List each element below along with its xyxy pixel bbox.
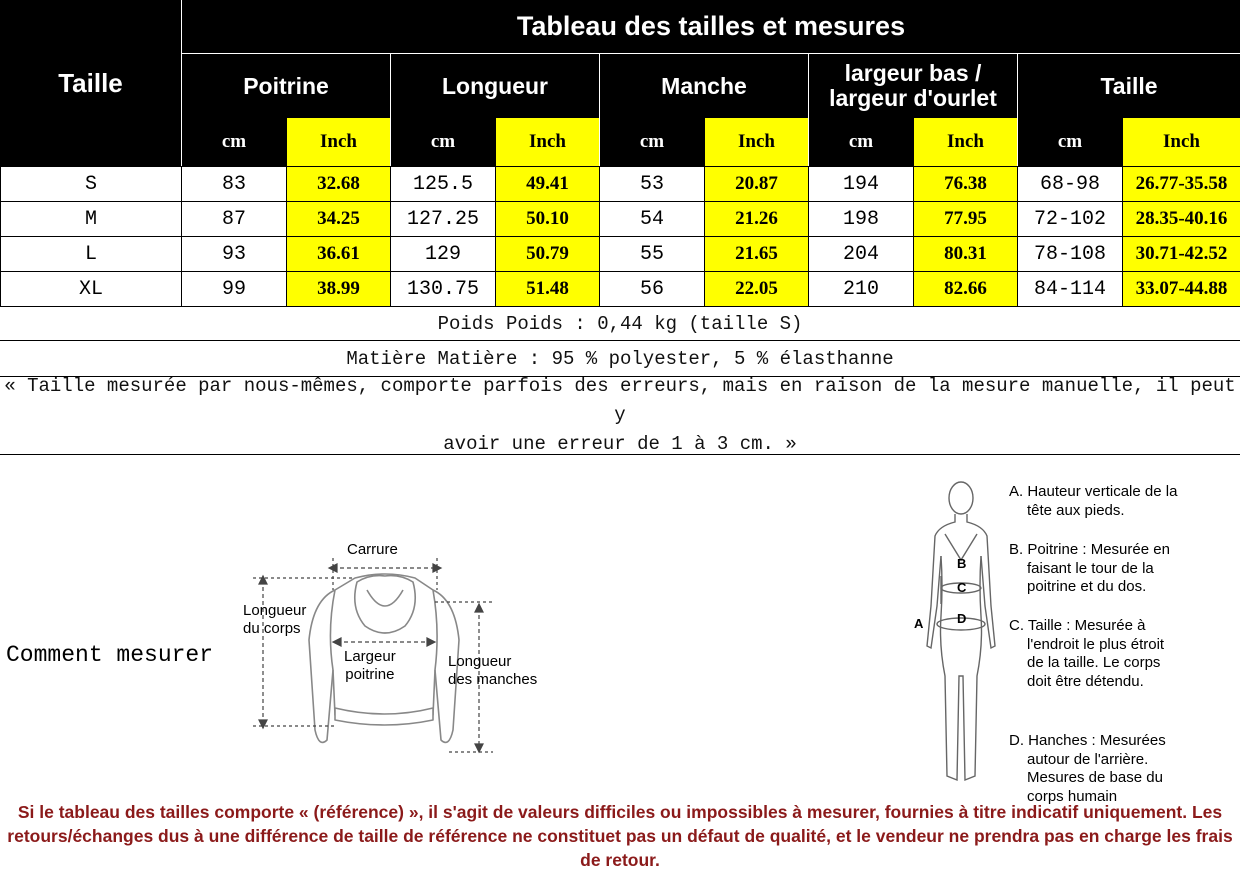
group-header-largeur-bas bbox=[808, 54, 1017, 118]
unit-cm: cm bbox=[390, 118, 495, 166]
value-cell-cm: 56 bbox=[600, 272, 705, 307]
size-cell: L bbox=[1, 237, 182, 272]
definition-d-line1: D. Hanches : Mesurées bbox=[1009, 732, 1166, 751]
value-cell-inch: 38.99 bbox=[287, 272, 391, 307]
value-cell-inch: 34.25 bbox=[287, 202, 391, 237]
value-cell-inch: 21.65 bbox=[705, 237, 809, 272]
definition-d-line4: corps humain bbox=[1009, 788, 1166, 807]
label-chest-width-line2: poitrine bbox=[344, 666, 396, 684]
value-cell-cm: 129 bbox=[391, 237, 496, 272]
value-cell-cm: 130.75 bbox=[391, 272, 496, 307]
label-body-length-line1: Longueur bbox=[243, 602, 306, 620]
value-cell-inch: 20.87 bbox=[705, 167, 809, 202]
label-sleeve-length-line2: des manches bbox=[448, 671, 537, 689]
table-title: Tableau des tailles et mesures bbox=[181, 0, 1240, 54]
garment-illustration bbox=[235, 530, 555, 760]
definition-d-line2: autour de l'arrière. bbox=[1009, 751, 1166, 770]
definition-c-line4: doit être détendu. bbox=[1009, 673, 1164, 692]
disclaimer-line1: Si le tableau des tailles comporte « (référence) », il s'agit de valeurs difficiles ou impossibles à mesurer, fournies à titre indicatif uniquement. Les bbox=[0, 800, 1240, 824]
unit-cm: cm bbox=[1017, 118, 1122, 166]
definition-c-line3: de la taille. Le corps bbox=[1009, 654, 1164, 673]
how-to-measure-label: Comment mesurer bbox=[6, 642, 213, 668]
value-cell-inch: 76.38 bbox=[914, 167, 1018, 202]
body-figure bbox=[905, 476, 1005, 796]
unit-inch: Inch bbox=[913, 118, 1017, 166]
value-cell-cm: 125.5 bbox=[391, 167, 496, 202]
body-marker-a: A bbox=[914, 616, 923, 631]
value-cell-cm: 99 bbox=[182, 272, 287, 307]
definition-d-line3: Mesures de base du bbox=[1009, 769, 1166, 788]
label-chest-width-line1: Largeur bbox=[344, 648, 396, 666]
group-header-poitrine: Poitrine bbox=[181, 54, 390, 118]
material-note: Matière Matière : 95 % polyester, 5 % élasthanne bbox=[0, 341, 1240, 377]
label-chest-width bbox=[344, 648, 396, 684]
weight-note: Poids Poids : 0,44 kg (taille S) bbox=[0, 307, 1240, 341]
size-cell: M bbox=[1, 202, 182, 237]
value-cell-cm: 55 bbox=[600, 237, 705, 272]
definition-a-line1: A. Hauteur verticale de la bbox=[1009, 483, 1177, 502]
value-cell-inch: 22.05 bbox=[705, 272, 809, 307]
definition-b bbox=[1009, 541, 1170, 597]
group-header-largeur-line2: largeur d'ourlet bbox=[829, 86, 997, 111]
value-cell-inch: 32.68 bbox=[287, 167, 391, 202]
value-cell-inch: 49.41 bbox=[496, 167, 600, 202]
definition-c bbox=[1009, 617, 1164, 691]
value-cell-inch: 28.35-40.16 bbox=[1123, 202, 1240, 237]
unit-cm: cm bbox=[808, 118, 913, 166]
table-row bbox=[1, 272, 1240, 307]
group-header-taille: Taille bbox=[1017, 54, 1240, 118]
disclaimer-line2: retours/échanges dus à une différence de taille de référence ne constituet pas un défaut de qualité, et le vendeur ne prendra pas en charge les frais de retour. bbox=[0, 824, 1240, 872]
measurement-note-line2: avoir une erreur de 1 à 3 cm. » bbox=[443, 430, 796, 459]
value-cell-cm: 210 bbox=[809, 272, 914, 307]
unit-cm: cm bbox=[181, 118, 286, 166]
label-sleeve-length bbox=[448, 653, 537, 689]
value-cell-inch: 82.66 bbox=[914, 272, 1018, 307]
table-row bbox=[1, 237, 1240, 272]
unit-inch: Inch bbox=[495, 118, 599, 166]
table-row bbox=[1, 202, 1240, 237]
value-cell-inch: 26.77-35.58 bbox=[1123, 167, 1240, 202]
group-header-largeur-line1: largeur bas / bbox=[845, 61, 982, 86]
value-cell-inch: 21.26 bbox=[705, 202, 809, 237]
value-cell-cm: 194 bbox=[809, 167, 914, 202]
measurement-note bbox=[0, 377, 1240, 455]
definition-a-line2: tête aux pieds. bbox=[1009, 502, 1177, 521]
size-cell: XL bbox=[1, 272, 182, 307]
value-cell-cm: 78-108 bbox=[1018, 237, 1123, 272]
value-cell-inch: 80.31 bbox=[914, 237, 1018, 272]
size-cell: S bbox=[1, 167, 182, 202]
value-cell-cm: 127.25 bbox=[391, 202, 496, 237]
measurement-note-line1: « Taille mesurée par nous-mêmes, comporte parfois des erreurs, mais en raison de la mesure manuelle, il peut y bbox=[0, 372, 1240, 430]
unit-inch: Inch bbox=[1122, 118, 1240, 166]
value-cell-inch: 51.48 bbox=[496, 272, 600, 307]
label-body-length bbox=[243, 602, 306, 638]
label-body-length-line2: du corps bbox=[243, 620, 306, 638]
body-marker-c: C bbox=[957, 580, 966, 595]
value-cell-cm: 84-114 bbox=[1018, 272, 1123, 307]
value-cell-cm: 198 bbox=[809, 202, 914, 237]
value-cell-cm: 53 bbox=[600, 167, 705, 202]
body-marker-b: B bbox=[957, 556, 966, 571]
value-cell-cm: 68-98 bbox=[1018, 167, 1123, 202]
value-cell-cm: 93 bbox=[182, 237, 287, 272]
value-cell-cm: 204 bbox=[809, 237, 914, 272]
definition-b-line3: poitrine et du dos. bbox=[1009, 578, 1170, 597]
group-header-manche: Manche bbox=[599, 54, 808, 118]
group-header-longueur: Longueur bbox=[390, 54, 599, 118]
definition-b-line2: faisant le tour de la bbox=[1009, 560, 1170, 579]
value-cell-inch: 33.07-44.88 bbox=[1123, 272, 1240, 307]
label-sleeve-length-line1: Longueur bbox=[448, 653, 537, 671]
size-header: Taille bbox=[0, 0, 181, 166]
unit-inch: Inch bbox=[286, 118, 390, 166]
body-marker-d: D bbox=[957, 611, 966, 626]
value-cell-inch: 30.71-42.52 bbox=[1123, 237, 1240, 272]
disclaimer bbox=[0, 800, 1240, 872]
value-cell-cm: 72-102 bbox=[1018, 202, 1123, 237]
definition-a bbox=[1009, 483, 1177, 520]
value-cell-cm: 54 bbox=[600, 202, 705, 237]
unit-inch: Inch bbox=[704, 118, 808, 166]
definition-c-line2: l'endroit le plus étroit bbox=[1009, 636, 1164, 655]
value-cell-inch: 77.95 bbox=[914, 202, 1018, 237]
value-cell-cm: 87 bbox=[182, 202, 287, 237]
value-cell-inch: 36.61 bbox=[287, 237, 391, 272]
value-cell-inch: 50.79 bbox=[496, 237, 600, 272]
label-carrure: Carrure bbox=[347, 541, 398, 559]
unit-cm: cm bbox=[599, 118, 704, 166]
definition-d bbox=[1009, 732, 1166, 806]
size-table bbox=[0, 166, 1240, 307]
definition-c-line1: C. Taille : Mesurée à bbox=[1009, 617, 1164, 636]
value-cell-cm: 83 bbox=[182, 167, 287, 202]
definition-b-line1: B. Poitrine : Mesurée en bbox=[1009, 541, 1170, 560]
table-row bbox=[1, 167, 1240, 202]
value-cell-inch: 50.10 bbox=[496, 202, 600, 237]
